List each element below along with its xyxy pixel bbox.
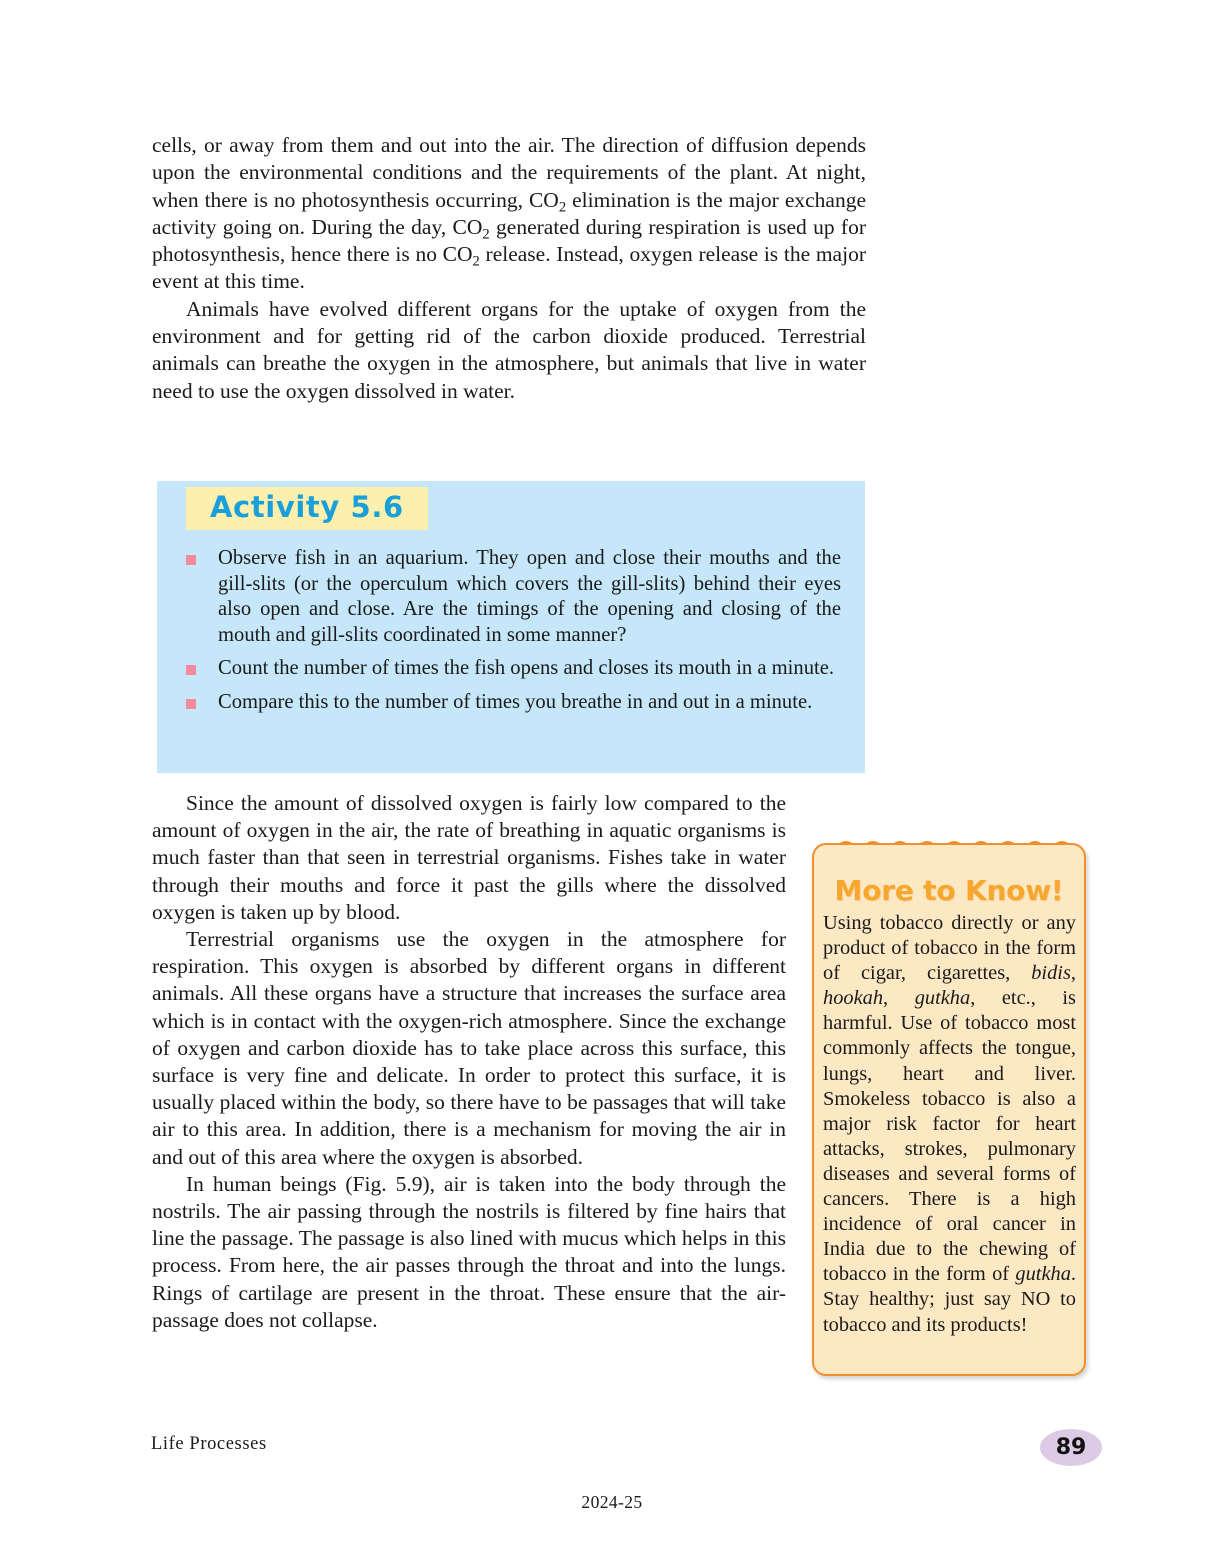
italic-term: gutkha bbox=[1015, 1263, 1071, 1286]
more-to-know-box bbox=[812, 843, 1086, 1376]
activity-title: Activity 5.6 bbox=[210, 490, 404, 524]
italic-term: bidis bbox=[1031, 962, 1071, 985]
para-text-seg: generated during respiration is used up for photosynthesis, hence there is no CO bbox=[152, 214, 866, 267]
paragraph-terrestrial-organisms: Terrestrial organisms use the oxygen in the atmosphere for respiration. This oxygen is absorbed by different organs in different animals. All these organs have a structure that increases the surface area which is in contact with the oxygen-rich atmosphere. Since the exchange of oxygen and carbon dioxide has to take place across this surface, this surface is very fine and delicate. In order to protect this surface, it is usually placed within the body, so there have to be passages that will take air to this area. In addition, there is a mechanism for moving the air in and out of this area where the oxygen is absorbed. bbox=[152, 927, 786, 1169]
more-to-know-body bbox=[814, 911, 1084, 1338]
body-text-segment: . Stay healthy; just say NO to tobacco and its products! bbox=[823, 1263, 1076, 1336]
left-column-text bbox=[152, 790, 786, 1334]
list-item bbox=[186, 656, 841, 682]
subscript-2: 2 bbox=[472, 253, 480, 270]
activity-title-banner bbox=[186, 487, 428, 530]
activity-item-text: Compare this to the number of times you breathe in and out in a minute. bbox=[218, 690, 813, 713]
footer-chapter-title: Life Processes bbox=[151, 1434, 267, 1454]
body-text-segment: , bbox=[1070, 962, 1076, 985]
list-item bbox=[186, 546, 841, 648]
italic-term: hookah bbox=[823, 987, 884, 1010]
footer-year: 2024-25 bbox=[581, 1492, 643, 1512]
more-to-know-title: More to Know! bbox=[834, 874, 1064, 907]
subscript-2: 2 bbox=[482, 226, 490, 243]
body-text-segment: Using tobacco directly or any product of tobacco in the form of cigar, cigarettes, bbox=[823, 912, 1076, 985]
para-text-seg: elimination is the major exchange activity going on. During the day, CO bbox=[152, 187, 867, 239]
italic-term: gutkha bbox=[914, 987, 971, 1010]
page-number-badge: 89 bbox=[1040, 1429, 1102, 1466]
subscript-2: 2 bbox=[558, 198, 567, 215]
paragraph-animals-organs: Animals have evolved different organs for the uptake of oxygen from the environment and for getting rid of the carbon dioxide produced. Terrestrial animals can breathe the oxygen in the atmosphere, but animals that live in water need to use the oxygen dissolved in water. bbox=[152, 296, 866, 403]
activity-item-text: Observe fish in an aquarium. They open and close their mouths and the gill-slits (or the operculum which covers the gill-slits) behind their eyes also open and close. Are the timings of the opening and closing of the mouth and gill-slits coordinated in some manner? bbox=[218, 547, 841, 646]
para-text-seg: cells, or away from them and out into the air. The direction of diffusion depends upon the environmental conditions and the requirements of the plant. At night, when there is no photosynthesis occurring, CO bbox=[152, 133, 866, 212]
activity-item-list bbox=[186, 546, 841, 716]
paragraph-dissolved-oxygen: Since the amount of dissolved oxygen is fairly low compared to the amount of oxygen in the air, the rate of breathing in aquatic organisms is much faster than that seen in terrestrial organisms. Fishes take in water through their mouths and force it past the gills where the dissolved oxygen is taken up by blood. bbox=[152, 791, 786, 924]
activity-item-text: Count the number of times the fish opens and closes its mouth in a minute. bbox=[218, 657, 835, 680]
body-text-segment: , etc., is harmful. Use of tobacco most commonly affects the tongue, lungs, heart and liver. Smokeless tobacco is also a major risk factor for heart attacks, strokes, pulmonary diseases and several forms of cancers. There is a high incidence of oral cancer in India due to the chewing of tobacco in the form of bbox=[823, 987, 1076, 1286]
square-bullet-icon bbox=[186, 699, 196, 709]
top-text-block bbox=[152, 132, 866, 405]
paragraph-human-beings: In human beings (Fig. 5.9), air is taken into the body through the nostrils. The air passing through the nostrils is filtered by fine hairs that line the passage. The passage is also lined with mucus which helps in this process. From here, the air passes through the throat and into the lungs. Rings of cartilage are present in the throat. These ensure that the air-passage does not collapse. bbox=[152, 1171, 786, 1332]
square-bullet-icon bbox=[186, 665, 196, 675]
paragraph-diffusion bbox=[152, 132, 866, 296]
activity-box bbox=[157, 481, 865, 773]
para-text-seg: release. Instead, oxygen release is the major event at this time. bbox=[152, 242, 866, 294]
list-item bbox=[186, 690, 841, 716]
body-text-segment: , bbox=[883, 987, 915, 1010]
square-bullet-icon bbox=[186, 555, 196, 565]
